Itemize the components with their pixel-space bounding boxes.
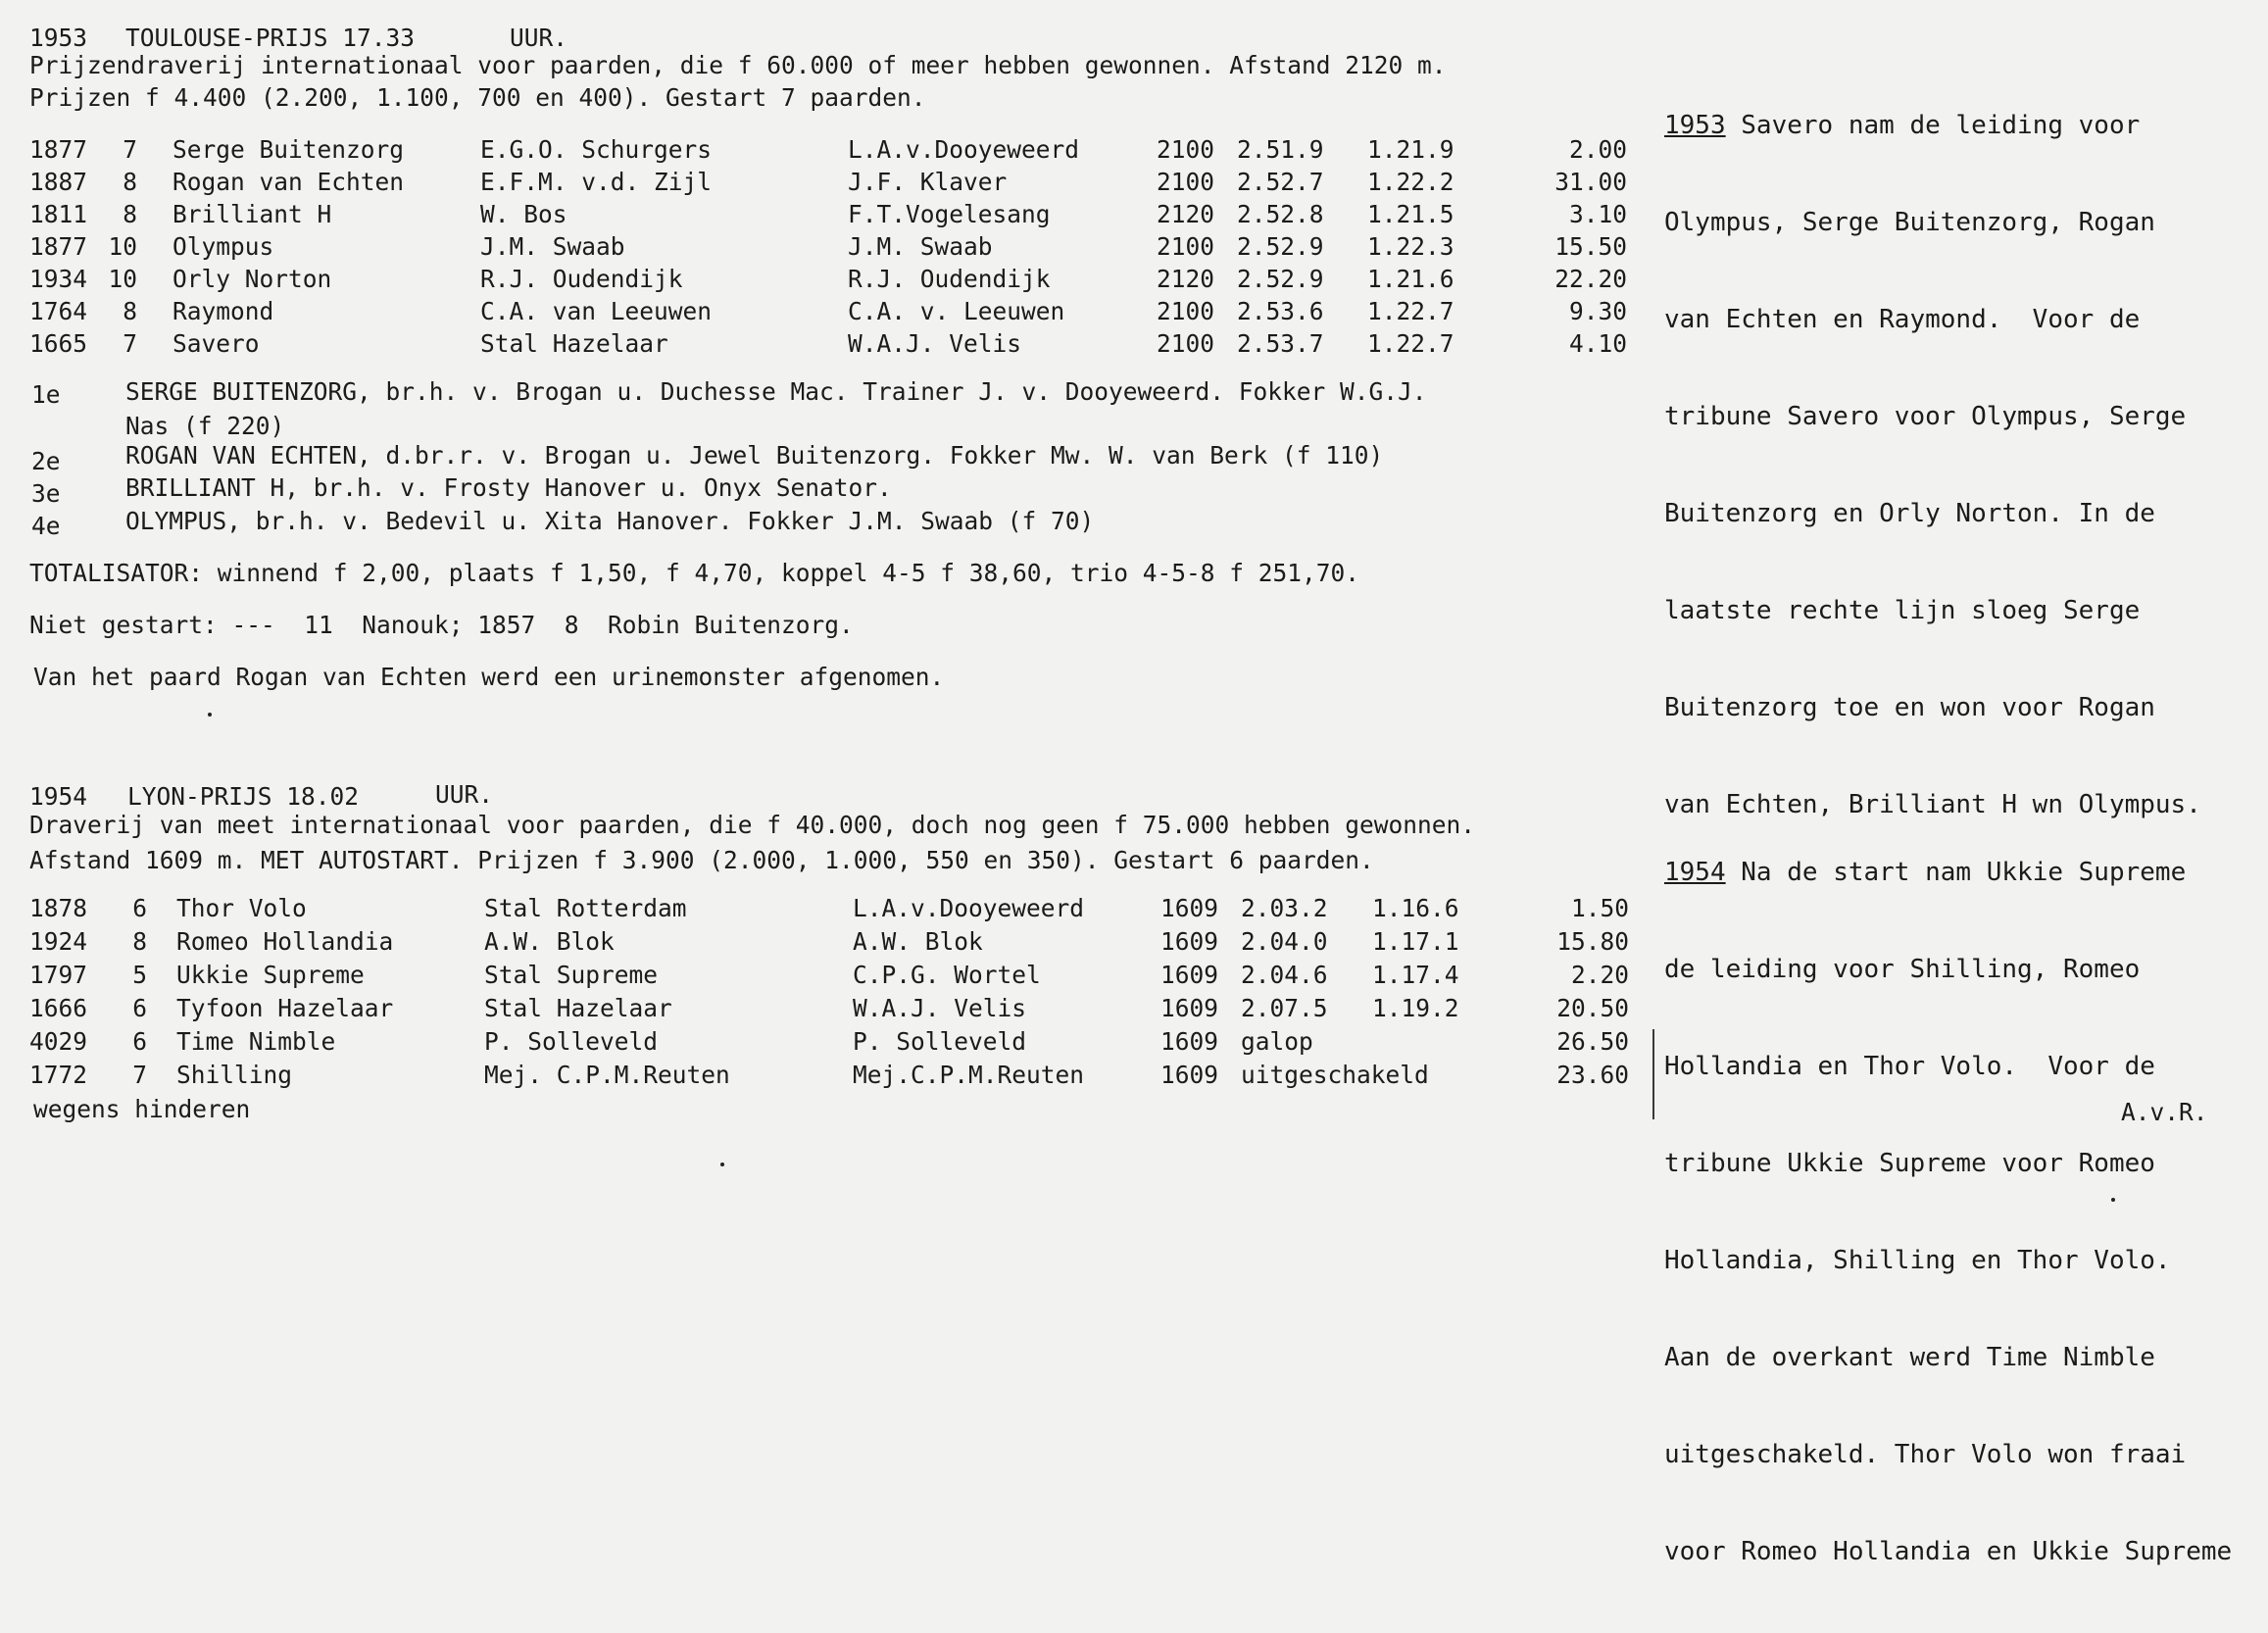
cell-km: 1.22.7 — [1367, 297, 1454, 325]
urine-remark-line: Van het paard Rogan van Echten werd een urinemonster afgenomen. — [33, 663, 945, 691]
race2-commentary-line: Hollandia en Thor Volo. Voor de — [1664, 1052, 2155, 1081]
cell-horse: Olympus — [173, 232, 274, 261]
race1-commentary-line: van Echten, Brilliant H wn Olympus. — [1664, 790, 2201, 819]
cell-driver: W.A.J. Velis — [853, 994, 1027, 1022]
cell-horse: Thor Volo — [176, 894, 307, 922]
cell-horse: Rogan van Echten — [173, 168, 405, 196]
cell-sn: 8 — [123, 297, 137, 325]
cell-sn: 10 — [108, 265, 137, 293]
race2-commentary-line: de leiding voor Shilling, Romeo — [1664, 955, 2141, 984]
cell-km: 1.17.4 — [1372, 961, 1459, 989]
race1-number: 1953 — [29, 24, 88, 52]
cell-horse: Brilliant H — [173, 200, 332, 228]
cell-owner: Stal Rotterdam — [484, 894, 687, 922]
cell-dist: 2100 — [1157, 329, 1215, 358]
cell-sn: 7 — [123, 329, 137, 358]
print-speck — [720, 1163, 724, 1166]
cell-odds: 9.30 — [1568, 297, 1627, 325]
cell-result: 2.07.5 — [1241, 994, 1328, 1022]
cell-time: 2.51.9 — [1237, 135, 1324, 164]
race2-commentary — [1664, 792, 2232, 1633]
cell-time: 2.52.7 — [1237, 168, 1324, 196]
cell-horse: Time Nimble — [176, 1027, 336, 1056]
cell-odds: 23.60 — [1556, 1061, 1629, 1089]
placing-2-line-1: ROGAN VAN ECHTEN, d.br.r. v. Brogan u. Jewel Buitenzorg. Fokker Mw. W. van Berk (f 110) — [125, 441, 1384, 470]
cell-km: 1.22.7 — [1367, 329, 1454, 358]
print-speck — [2111, 1198, 2115, 1202]
cell-sn: 6 — [132, 994, 147, 1022]
column-divider-line — [1652, 1029, 1654, 1119]
race1-commentary-line: Buitenzorg en Orly Norton. In de — [1664, 499, 2155, 528]
race1-commentary-line: van Echten en Raymond. Voor de — [1664, 305, 2141, 334]
cell-owner: J.M. Swaab — [480, 232, 625, 261]
cell-driver: A.W. Blok — [853, 927, 983, 956]
race2-description-line-1: Draverij van meet internationaal voor paarden, die f 40.000, doch nog geen f 75.000 hebben gewonnen. — [29, 811, 1476, 839]
race2-after-rows: wegens hinderen — [33, 1095, 251, 1123]
cell-dist: 1609 — [1160, 1061, 1219, 1089]
cell-time: 2.52.8 — [1237, 200, 1324, 228]
cell-dist: 2100 — [1157, 232, 1215, 261]
cell-dist: 2120 — [1157, 200, 1215, 228]
cell-odds: 15.80 — [1556, 927, 1629, 956]
cell-time: 2.52.9 — [1237, 232, 1324, 261]
cell-owner: P. Solleveld — [484, 1027, 659, 1056]
cell-dist: 1609 — [1160, 1027, 1219, 1056]
cell-num: 1878 — [29, 894, 88, 922]
cell-owner: A.W. Blok — [484, 927, 615, 956]
cell-dist: 2100 — [1157, 297, 1215, 325]
race1-commentary-line: Savero nam de leiding voor — [1725, 111, 2141, 140]
race1-commentary-line: Olympus, Serge Buitenzorg, Rogan — [1664, 208, 2155, 237]
cell-result: galop — [1241, 1027, 1313, 1056]
not-started-line: Niet gestart: --- 11 Nanouk; 1857 8 Robin Buitenzorg. — [29, 611, 854, 639]
cell-sn: 7 — [132, 1061, 147, 1089]
cell-num: 1797 — [29, 961, 88, 989]
cell-num: 1934 — [29, 265, 88, 293]
race1-commentary-year: 1953 — [1664, 111, 1726, 140]
cell-horse: Orly Norton — [173, 265, 332, 293]
race1-commentary-line: Buitenzorg toe en won voor Rogan — [1664, 693, 2155, 722]
race2-commentary-line: Aan de overkant werd Time Nimble — [1664, 1343, 2155, 1372]
cell-num: 1764 — [29, 297, 88, 325]
print-speck — [208, 713, 212, 717]
cell-num: 4029 — [29, 1027, 88, 1056]
cell-driver: L.A.v.Dooyeweerd — [848, 135, 1080, 164]
cell-horse: Romeo Hollandia — [176, 927, 394, 956]
cell-dist: 1609 — [1160, 894, 1219, 922]
cell-driver: C.A. v. Leeuwen — [848, 297, 1065, 325]
race2-description-line-2: Afstand 1609 m. MET AUTOSTART. Prijzen f 3.900 (2.000, 1.000, 550 en 350). Gestart 6 paarden. — [29, 846, 1374, 874]
cell-num: 1665 — [29, 329, 88, 358]
placing-3-line-1: BRILLIANT H, br.h. v. Frosty Hanover u. Onyx Senator. — [125, 473, 892, 502]
cell-driver: C.P.G. Wortel — [853, 961, 1041, 989]
cell-driver: Mej.C.P.M.Reuten — [853, 1061, 1085, 1089]
cell-odds: 15.50 — [1554, 232, 1627, 261]
cell-owner: Stal Hazelaar — [484, 994, 672, 1022]
cell-driver: P. Solleveld — [853, 1027, 1027, 1056]
cell-owner: C.A. van Leeuwen — [480, 297, 713, 325]
cell-sn: 10 — [108, 232, 137, 261]
cell-time: 2.52.9 — [1237, 265, 1324, 293]
cell-odds: 4.10 — [1568, 329, 1627, 358]
cell-dist: 1609 — [1160, 961, 1219, 989]
placing-1-line-1: SERGE BUITENZORG, br.h. v. Brogan u. Duchesse Mac. Trainer J. v. Dooyeweerd. Fokker W.G.J. — [125, 377, 1427, 406]
race2-commentary-line: tribune Ukkie Supreme voor Romeo — [1664, 1149, 2155, 1178]
cell-time: 2.53.7 — [1237, 329, 1324, 358]
cell-odds: 20.50 — [1556, 994, 1629, 1022]
cell-num: 1924 — [29, 927, 88, 956]
cell-num: 1811 — [29, 200, 88, 228]
race1-title: TOULOUSE-PRIJS 17.33 — [125, 24, 416, 52]
cell-num: 1666 — [29, 994, 88, 1022]
cell-dist: 1609 — [1160, 994, 1219, 1022]
cell-horse: Savero — [173, 329, 260, 358]
cell-result: 2.03.2 — [1241, 894, 1328, 922]
cell-horse: Raymond — [173, 297, 274, 325]
cell-horse: Shilling — [176, 1061, 293, 1089]
cell-sn: 8 — [123, 168, 137, 196]
race2-commentary-year: 1954 — [1664, 858, 1726, 887]
cell-horse: Ukkie Supreme — [176, 961, 365, 989]
race1-commentary-line: laatste rechte lijn sloeg Serge — [1664, 596, 2141, 625]
cell-km: 1.21.6 — [1367, 265, 1454, 293]
cell-driver: J.F. Klaver — [848, 168, 1008, 196]
cell-km: 1.22.3 — [1367, 232, 1454, 261]
cell-sn: 7 — [123, 135, 137, 164]
race2-commentary-line: uitgeschakeld. Thor Volo won fraai — [1664, 1440, 2187, 1469]
cell-odds: 3.10 — [1568, 200, 1627, 228]
cell-owner: Mej. C.P.M.Reuten — [484, 1061, 730, 1089]
cell-km: 1.19.2 — [1372, 994, 1459, 1022]
race1-description-line-2: Prijzen f 4.400 (2.200, 1.100, 700 en 400). Gestart 7 paarden. — [29, 83, 926, 112]
cell-odds: 22.20 — [1554, 265, 1627, 293]
race2-title: LYON-PRIJS 18.02 — [127, 782, 360, 811]
cell-owner: R.J. Oudendijk — [480, 265, 683, 293]
cell-time: 2.53.6 — [1237, 297, 1324, 325]
cell-driver: R.J. Oudendijk — [848, 265, 1051, 293]
race1-uur: UUR. — [510, 24, 568, 52]
cell-km: 1.17.1 — [1372, 927, 1459, 956]
cell-num: 1887 — [29, 168, 88, 196]
cell-odds: 1.50 — [1570, 894, 1629, 922]
cell-driver: J.M. Swaab — [848, 232, 993, 261]
cell-odds: 2.00 — [1568, 135, 1627, 164]
cell-dist: 2100 — [1157, 135, 1215, 164]
cell-num: 1877 — [29, 135, 88, 164]
cell-km: 1.16.6 — [1372, 894, 1459, 922]
placing-3-label: 3e — [31, 479, 61, 508]
cell-odds: 2.20 — [1570, 961, 1629, 989]
cell-sn: 5 — [132, 961, 147, 989]
cell-sn: 8 — [132, 927, 147, 956]
cell-km: 1.21.5 — [1367, 200, 1454, 228]
placing-2-label: 2e — [31, 447, 61, 475]
cell-sn: 8 — [123, 200, 137, 228]
cell-owner: E.G.O. Schurgers — [480, 135, 713, 164]
race2-commentary-line: Na de start nam Ukkie Supreme — [1725, 858, 2187, 887]
cell-horse: Tyfoon Hazelaar — [176, 994, 394, 1022]
race1-description-line-1: Prijzendraverij internationaal voor paarden, die f 60.000 of meer hebben gewonnen. Afstand 2120 m. — [29, 51, 1447, 79]
cell-sn: 6 — [132, 1027, 147, 1056]
race2-commentary-line: voor Romeo Hollandia en Ukkie Supreme — [1664, 1537, 2233, 1566]
cell-odds: 31.00 — [1554, 168, 1627, 196]
cell-odds: 26.50 — [1556, 1027, 1629, 1056]
cell-dist: 1609 — [1160, 927, 1219, 956]
cell-owner: W. Bos — [480, 200, 567, 228]
cell-horse: Serge Buitenzorg — [173, 135, 405, 164]
cell-driver: F.T.Vogelesang — [848, 200, 1051, 228]
cell-km: 1.22.2 — [1367, 168, 1454, 196]
totalisator-line: TOTALISATOR: winnend f 2,00, plaats f 1,50, f 4,70, koppel 4-5 f 38,60, trio 4-5-8 f 251,70. — [29, 559, 1360, 587]
race2-number: 1954 — [29, 782, 88, 811]
cell-num: 1772 — [29, 1061, 88, 1089]
race1-commentary-line: tribune Savero voor Olympus, Serge — [1664, 402, 2187, 431]
placing-1-label: 1e — [31, 380, 61, 409]
cell-num: 1877 — [29, 232, 88, 261]
cell-driver: L.A.v.Dooyeweerd — [853, 894, 1085, 922]
placing-4-label: 4e — [31, 512, 61, 540]
race1-commentary — [1664, 45, 2201, 886]
placing-4-line-1: OLYMPUS, br.h. v. Bedevil u. Xita Hanover. Fokker J.M. Swaab (f 70) — [125, 507, 1095, 535]
cell-sn: 6 — [132, 894, 147, 922]
author-signature: A.v.R. — [2121, 1098, 2208, 1126]
placing-1-line-2: Nas (f 220) — [125, 412, 285, 440]
cell-result: uitgeschakeld — [1241, 1061, 1429, 1089]
cell-dist: 2100 — [1157, 168, 1215, 196]
cell-owner: E.F.M. v.d. Zijl — [480, 168, 713, 196]
cell-km: 1.21.9 — [1367, 135, 1454, 164]
race2-uur: UUR. — [435, 780, 494, 809]
cell-dist: 2120 — [1157, 265, 1215, 293]
cell-result: 2.04.6 — [1241, 961, 1328, 989]
cell-result: 2.04.0 — [1241, 927, 1328, 956]
cell-owner: Stal Hazelaar — [480, 329, 668, 358]
cell-driver: W.A.J. Velis — [848, 329, 1022, 358]
cell-owner: Stal Supreme — [484, 961, 659, 989]
race2-commentary-line: Hollandia, Shilling en Thor Volo. — [1664, 1246, 2171, 1275]
